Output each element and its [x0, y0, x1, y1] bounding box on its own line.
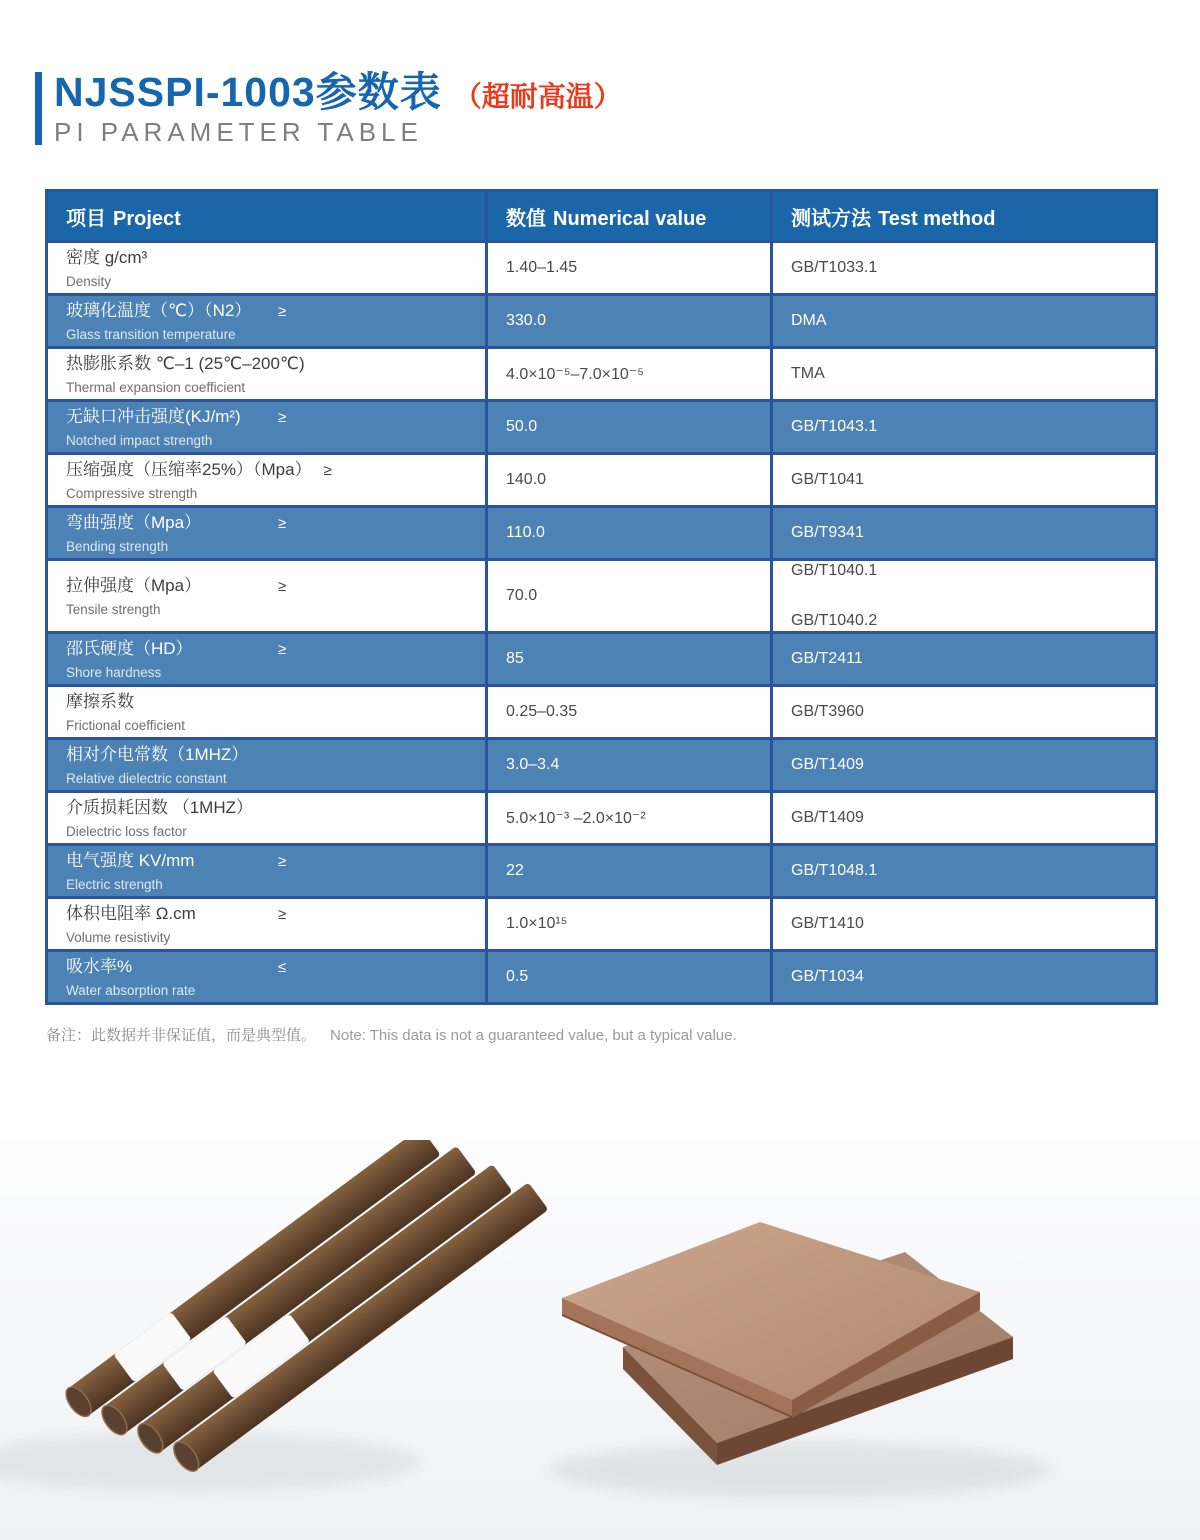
project-cell	[47, 242, 487, 295]
row-project-en: Water absorption rate	[66, 982, 196, 998]
product-photos	[0, 1140, 1200, 1540]
row-compare-symbol: ≥	[323, 461, 332, 479]
project-cell	[47, 401, 487, 454]
table-row	[47, 507, 1157, 560]
row-compare-symbol: ≥	[278, 577, 287, 595]
row-project-zh: 玻璃化温度（℃）（N2）	[66, 300, 252, 320]
row-value: 70.0	[506, 587, 538, 604]
value-cell	[487, 242, 772, 295]
row-method: GB/T3960	[791, 703, 864, 720]
row-value: 140.0	[506, 471, 547, 488]
row-method: GB/T1034	[791, 968, 864, 985]
header-project-en: Project	[113, 207, 181, 230]
value-cell	[487, 560, 772, 633]
project-zh-line	[66, 459, 485, 482]
row-method: GB/T1048.1	[791, 862, 878, 879]
value-cell	[487, 454, 772, 507]
row-project-zh: 邵氏硬度（HD）	[66, 638, 193, 658]
header-cell-value	[487, 191, 772, 242]
row-project-zh: 密度 g/cm³	[66, 247, 148, 267]
project-zh-line	[66, 691, 485, 714]
row-value: 5.0×10⁻³ –2.0×10⁻²	[506, 810, 646, 827]
table-row	[47, 348, 1157, 401]
table-row	[47, 454, 1157, 507]
row-project-en: Bending strength	[66, 538, 169, 554]
row-method: GB/T1041	[791, 471, 864, 488]
project-zh-line	[66, 638, 485, 661]
table-row	[47, 401, 1157, 454]
table-row	[47, 739, 1157, 792]
header-value-en: Numerical value	[553, 207, 707, 230]
row-method: GB/T1409	[791, 809, 864, 826]
method-cell	[772, 845, 1157, 898]
value-cell	[487, 295, 772, 348]
method-cell	[772, 560, 1157, 633]
row-project-en: Glass transition temperature	[66, 326, 236, 342]
row-compare-symbol: ≥	[278, 640, 287, 658]
row-project-en: Density	[66, 273, 112, 289]
method-cell	[772, 792, 1157, 845]
project-cell	[47, 951, 487, 1004]
value-cell	[487, 845, 772, 898]
header-cell-project	[47, 191, 487, 242]
page-subtitle: PI PARAMETER TABLE	[54, 117, 423, 147]
row-project-en: Volume resistivity	[66, 929, 171, 945]
footnote-zh: 备注：此数据并非保证值，而是典型值。	[46, 1027, 317, 1044]
row-project-en: Frictional coefficient	[66, 717, 186, 733]
project-zh-line	[66, 850, 485, 873]
project-cell	[47, 898, 487, 951]
method-cell	[772, 295, 1157, 348]
project-zh-line	[66, 406, 485, 429]
row-method: TMA	[791, 365, 825, 382]
footnote-en: Note: This data is not a guaranteed value, but a typical value.	[330, 1027, 737, 1044]
product-photo-canvas	[0, 1140, 1200, 1540]
row-value: 50.0	[506, 418, 538, 435]
table-row	[47, 633, 1157, 686]
table-row	[47, 295, 1157, 348]
table-row	[47, 792, 1157, 845]
row-value: 3.0–3.4	[506, 756, 560, 773]
page-title-tag: （超耐高温）	[453, 81, 622, 112]
table-row	[47, 845, 1157, 898]
value-cell	[487, 898, 772, 951]
project-zh-line	[66, 744, 485, 767]
row-value: 0.25–0.35	[506, 703, 578, 720]
project-cell	[47, 560, 487, 633]
value-cell	[487, 951, 772, 1004]
parameter-table	[45, 189, 1158, 1005]
row-value: 330.0	[506, 312, 547, 329]
method-cell	[772, 739, 1157, 792]
row-project-zh: 热膨胀系数 ℃–1 (25℃–200℃)	[66, 353, 305, 373]
row-method: GB/T1410	[791, 915, 864, 932]
row-value: 4.0×10⁻⁵–7.0×10⁻⁵	[506, 366, 644, 383]
title-texts	[54, 69, 622, 147]
row-project-zh: 相对介电常数（1MHZ）	[66, 744, 249, 764]
method-cell	[772, 507, 1157, 560]
header-method-en: Test method	[878, 207, 996, 230]
page-title: NJSSPI-1003参数表	[54, 69, 442, 115]
plates-shadow	[550, 1442, 1050, 1498]
method-cell	[772, 686, 1157, 739]
row-compare-symbol: ≥	[278, 408, 287, 426]
row-project-en: Shore hardness	[66, 664, 162, 680]
row-compare-symbol: ≥	[278, 905, 287, 923]
value-cell	[487, 739, 772, 792]
row-compare-symbol: ≥	[278, 514, 287, 532]
table-body	[47, 242, 1157, 1004]
row-method: GB/T2411	[791, 650, 863, 667]
method-cell	[772, 951, 1157, 1004]
project-zh-line	[66, 512, 485, 535]
project-cell	[47, 792, 487, 845]
table-row	[47, 951, 1157, 1004]
row-value: 22	[506, 862, 524, 879]
project-zh-line	[66, 903, 485, 926]
project-cell	[47, 507, 487, 560]
table-row	[47, 242, 1157, 295]
row-value: 110.0	[506, 524, 545, 541]
method-cell	[772, 633, 1157, 686]
method-cell	[772, 898, 1157, 951]
row-project-zh: 压缩强度（压缩率25%）（Mpa）	[66, 459, 312, 479]
footnote	[46, 1024, 1200, 1045]
value-cell	[487, 686, 772, 739]
row-project-en: Compressive strength	[66, 485, 198, 501]
row-project-zh: 无缺口冲击强度(KJ/m²)	[66, 406, 241, 426]
row-method: GB/T1033.1	[791, 259, 878, 276]
row-compare-symbol: ≥	[278, 852, 287, 870]
title-line	[54, 69, 622, 115]
row-method: GB/T1409	[791, 756, 864, 773]
row-method: GB/T1040.1	[791, 562, 878, 579]
title-accent-bar	[35, 72, 42, 145]
row-project-zh: 介质损耗因数 （1MHZ）	[66, 797, 253, 817]
project-zh-line	[66, 300, 485, 323]
project-cell	[47, 845, 487, 898]
value-cell	[487, 792, 772, 845]
row-method: GB/T1043.1	[791, 418, 878, 435]
value-cell	[487, 401, 772, 454]
method-cell	[772, 348, 1157, 401]
row-value: 0.5	[506, 968, 529, 985]
project-cell	[47, 454, 487, 507]
project-cell	[47, 739, 487, 792]
row-project-zh: 摩擦系数	[66, 691, 134, 711]
row-project-zh: 吸水率%	[66, 956, 133, 976]
row-value: 1.0×10¹⁵	[506, 915, 568, 932]
table-row	[47, 686, 1157, 739]
row-project-en: Tensile strength	[66, 601, 161, 617]
value-cell	[487, 507, 772, 560]
row-project-en: Dielectric loss factor	[66, 823, 187, 839]
header-method-zh: 测试方法	[791, 207, 871, 230]
project-zh-line	[66, 247, 485, 270]
row-project-en: Thermal expansion coefficient	[66, 379, 246, 395]
row-compare-symbol: ≥	[278, 302, 287, 320]
title-block	[35, 69, 1200, 147]
header-value-zh: 数值	[506, 207, 546, 230]
row-project-zh: 体积电阻率 Ω.cm	[66, 903, 196, 923]
table-row	[47, 898, 1157, 951]
header-cell-method	[772, 191, 1157, 242]
project-zh-line	[66, 575, 485, 598]
method-cell	[772, 454, 1157, 507]
row-compare-symbol: ≤	[278, 958, 287, 976]
row-value: 1.40–1.45	[506, 259, 578, 276]
table-header-row	[47, 191, 1157, 242]
method-cell	[772, 242, 1157, 295]
method-cell	[772, 401, 1157, 454]
row-project-zh: 电气强度 KV/mm	[66, 850, 195, 870]
value-cell	[487, 633, 772, 686]
row-project-en: Notched impact strength	[66, 432, 213, 448]
project-zh-line	[66, 797, 485, 820]
row-project-zh: 弯曲强度（Mpa）	[66, 512, 202, 532]
table-row	[47, 560, 1157, 633]
row-value: 85	[506, 650, 524, 667]
project-zh-line	[66, 353, 485, 376]
project-zh-line	[66, 956, 485, 979]
row-method: GB/T9341	[791, 524, 864, 541]
row-method: DMA	[791, 312, 827, 329]
project-cell	[47, 295, 487, 348]
row-project-en: Relative dielectric constant	[66, 770, 227, 786]
row-project-en: Electric strength	[66, 876, 163, 892]
value-cell	[487, 348, 772, 401]
header-project-zh: 项目	[66, 207, 106, 230]
project-cell	[47, 348, 487, 401]
project-cell	[47, 686, 487, 739]
row-project-zh: 拉伸强度（Mpa）	[66, 575, 202, 595]
project-cell	[47, 633, 487, 686]
row-method: GB/T1040.2	[791, 612, 878, 629]
